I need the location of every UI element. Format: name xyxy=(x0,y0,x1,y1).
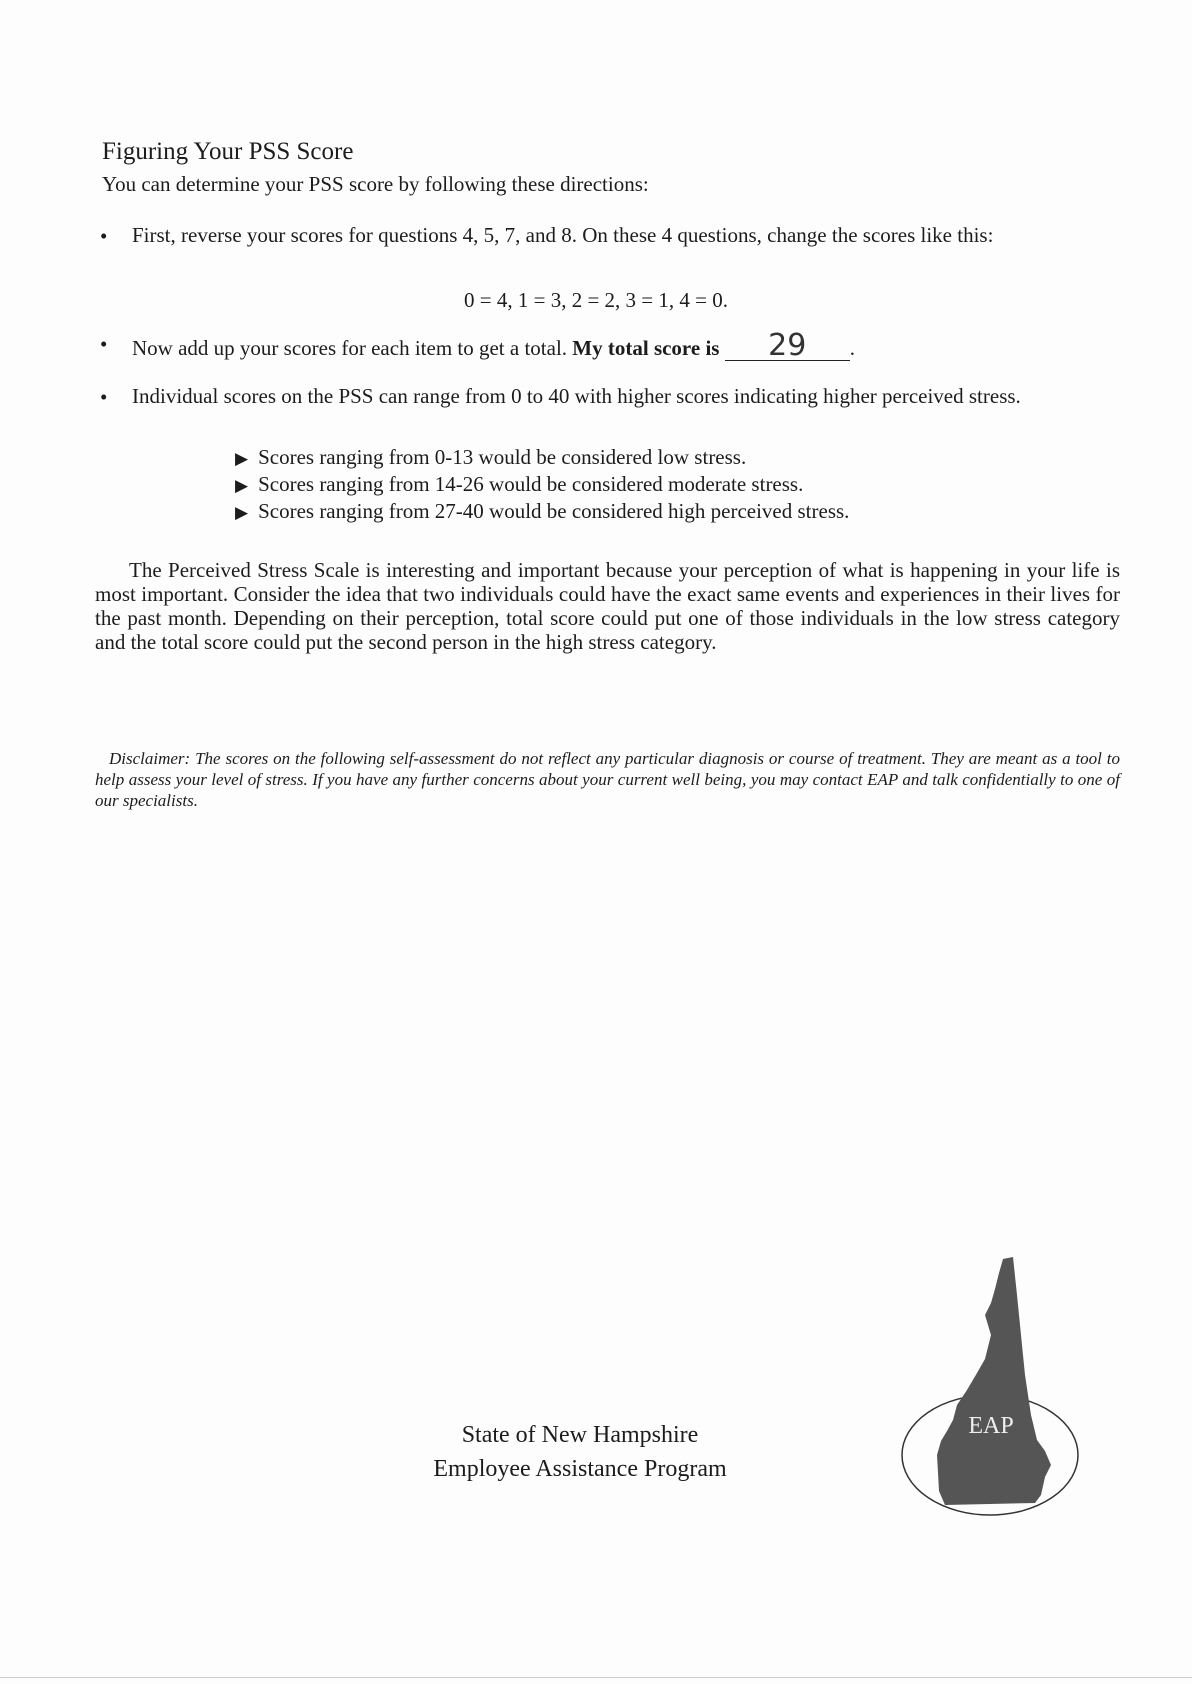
range-text: Scores ranging from 14-26 would be considered moderate stress. xyxy=(258,472,804,496)
bullet-icon: • xyxy=(100,385,108,409)
range-moderate xyxy=(235,472,803,497)
total-label: My total score is xyxy=(572,336,720,360)
eap-logo xyxy=(895,1255,1095,1530)
scan-edge-line xyxy=(0,1677,1192,1678)
bullet-icon: • xyxy=(100,224,108,248)
range-high xyxy=(235,499,849,524)
reverse-formula: 0 = 4, 1 = 3, 2 = 2, 3 = 1, 4 = 0. xyxy=(464,288,728,312)
bullet-text: Now add up your scores for each item to get a total. xyxy=(132,336,568,360)
footer-program: Employee Assistance Program xyxy=(433,1456,727,1482)
total-score-field[interactable]: 29 xyxy=(725,332,850,361)
disclaimer-text: The scores on the following self-assessment do not reflect any particular diagnosis or course of treatment. They are meant as a tool to help assess your level of stress. If you have any further concerns about your current well being, you may contact EAP and talk confidentially to one of our specialists. xyxy=(95,749,1120,810)
period: . xyxy=(849,336,855,360)
range-text: Scores ranging from 0-13 would be considered low stress. xyxy=(258,445,747,469)
range-text: Scores ranging from 27-40 would be considered high perceived stress. xyxy=(258,499,850,523)
page-title: Figuring Your PSS Score xyxy=(102,138,354,165)
disclaimer xyxy=(95,748,1120,811)
triangle-icon: ▶ xyxy=(235,503,249,522)
bullet-total xyxy=(100,328,1120,363)
explanation-paragraph: The Perceived Stress Scale is interesting and important because your perception of what is happening in your life is most important. Consider the idea that two individuals could have the exact same events and experiences in their lives for the past month. Depending on their perception, total score could put one of those individuals in the low stress category and the total score could put the second person in the high stress category. xyxy=(95,558,1120,654)
bullet-icon: • xyxy=(100,332,108,356)
bullet-text: Individual scores on the PSS can range from 0 to 40 with higher scores indicating higher perceived stress. xyxy=(132,384,1021,408)
bullet-range xyxy=(100,385,1120,407)
bullet-text: First, reverse your scores for questions 4, 5, 7, and 8. On these 4 questions, change the scores like this: xyxy=(132,223,994,247)
footer-org: State of New Hampshire xyxy=(461,1422,699,1448)
intro-text: You can determine your PSS score by following these directions: xyxy=(102,172,649,196)
range-low xyxy=(235,445,746,470)
triangle-icon: ▶ xyxy=(235,449,249,468)
bullet-reverse xyxy=(100,224,1120,246)
logo-text: EAP xyxy=(968,1413,1014,1439)
triangle-icon: ▶ xyxy=(235,476,249,495)
disclaimer-label: Disclaimer: xyxy=(109,749,191,768)
